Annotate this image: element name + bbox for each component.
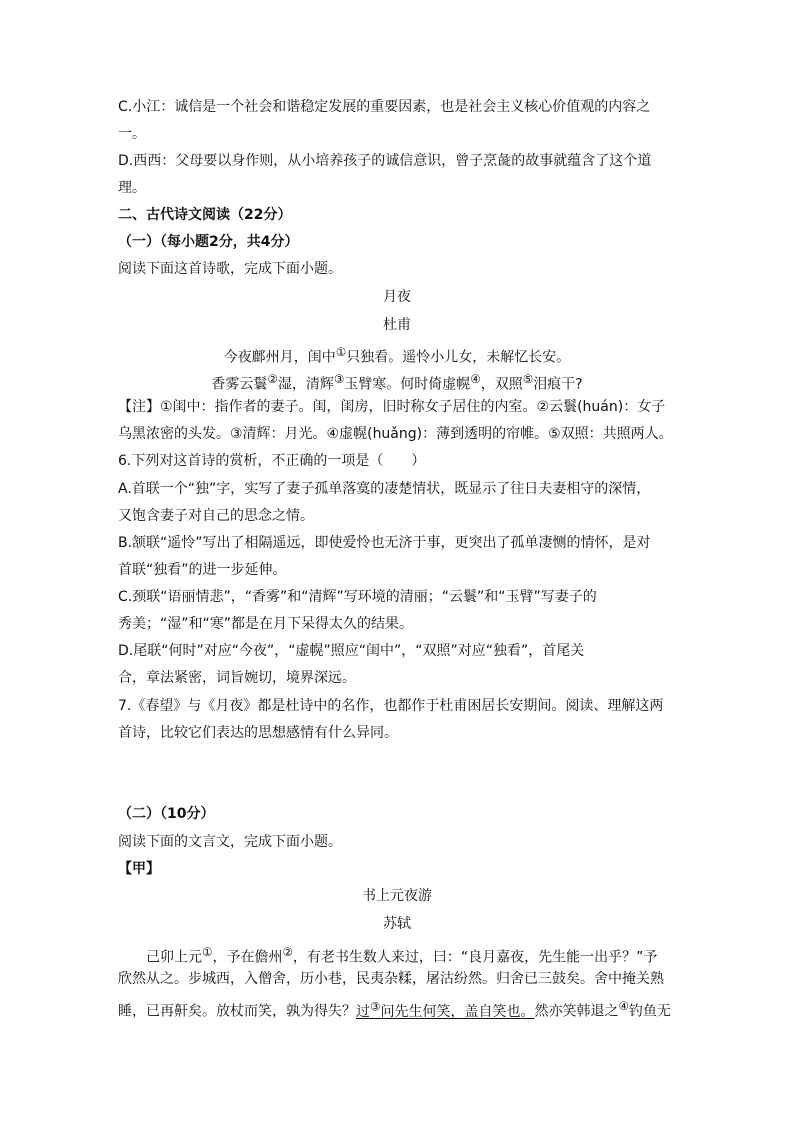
poem-line-2: 香雾云鬟②湿，清辉③玉臂寒。何时倚虚幌④，双照⑤泪痕干? — [211, 372, 583, 393]
q6-option-b-line2: 首联“独看”的进一步延伸。 — [118, 562, 287, 578]
section-heading: 二、古代诗文阅读（22分） — [118, 207, 292, 223]
question-6: 6.下列对这首诗的赏析，不正确的一项是（ ） — [118, 453, 426, 469]
note-line-2: 乌黑浓密的头发。③清辉：月光。④虚幌(huǎng)：薄到透明的帘帷。⑤双照：共照两人。 — [118, 426, 673, 442]
prose-title: 书上元夜游 — [362, 888, 432, 904]
prose-line-2: 欣然从之。步城西，入僧舍，历小巷，民夷杂糅，屠沽纷然。归舍已三鼓矣。舍中掩关熟 — [118, 971, 664, 987]
subsection-2-heading: （二）（10分） — [118, 806, 215, 822]
option-d-line1: D.西西：父母要以身作则，从小培养孩子的诚信意识，曾子烹彘的故事就蕴含了这个道 — [118, 153, 652, 169]
q6-option-c-line1: C.颈联“语丽情悲”，“香雾”和“清辉”写环境的清丽；“云鬟”和“玉臂”写妻子的 — [118, 589, 597, 605]
prose-line-1: 己卯上元①，予在儋州②，有老书生数人来过，曰：“良月嘉夜，先生能一出乎？”予 — [146, 945, 658, 966]
poem-line-1: 今夜鄜州月，闺中①只独看。遥怜小儿女，未解忆长安。 — [223, 345, 571, 366]
instruction-1: 阅读下面这首诗歌，完成下面小题。 — [118, 261, 342, 277]
q6-option-d-line1: D.尾联“何时”对应“今夜”，“虚幌”照应“闺中”，“双照”对应“独看”，首尾关 — [118, 643, 585, 659]
prose-line-3: 睡，已再鼾矣。放杖而笑，孰为得失？过③问先生何笑，盖自笑也。然亦笑韩退之④钓鱼无 — [118, 999, 671, 1020]
q6-option-b-line1: B.颔联“遥怜”写出了相隔遥远，即使爱怜也无济于事，更突出了孤单凄恻的情怀，是对 — [118, 535, 651, 551]
q6-option-d-line2: 合，章法紧密，词旨婉切，境界深远。 — [118, 670, 356, 686]
subsection-1-heading: （一）（每小题2分，共4分） — [118, 234, 299, 250]
note-line-1: 【注】①闺中：指作者的妻子。闺，闺房，旧时称女子居住的内室。②云鬟(huán)：女子 — [118, 399, 666, 415]
option-c-line2: 一。 — [118, 126, 146, 142]
option-c-line1: C.小江：诚信是一个社会和谐稳定发展的重要因素，也是社会主义核心价值观的内容之 — [118, 99, 651, 115]
text-jia-label: 【甲】 — [118, 861, 160, 877]
instruction-2: 阅读下面的文言文，完成下面小题。 — [118, 834, 342, 850]
q6-option-a-line2: 又饱含妻子对自己的思念之情。 — [118, 508, 314, 524]
q6-option-a-line1: A.首联一个“独”字，实写了妻子孤单落寞的凄楚情状，既显示了往日夫妻相守的深情， — [118, 481, 651, 497]
poem-title: 月夜 — [383, 289, 411, 305]
question-7-line2: 首诗，比较它们表达的思想感情有什么异同。 — [118, 725, 398, 741]
option-d-line2: 理。 — [118, 180, 146, 196]
q6-option-c-line2: 秀美；“湿”和“寒”都是在月下呆得太久的结果。 — [118, 616, 414, 632]
question-7-line1: 7.《春望》与《月夜》都是杜诗中的名作，也都作于杜甫困居长安期间。阅读、理解这两 — [118, 698, 664, 714]
poem-author: 杜甫 — [383, 317, 411, 333]
prose-author: 苏轼 — [383, 916, 411, 932]
underlined-sentence: 过③问先生何笑，盖自笑也。 — [356, 999, 535, 1020]
